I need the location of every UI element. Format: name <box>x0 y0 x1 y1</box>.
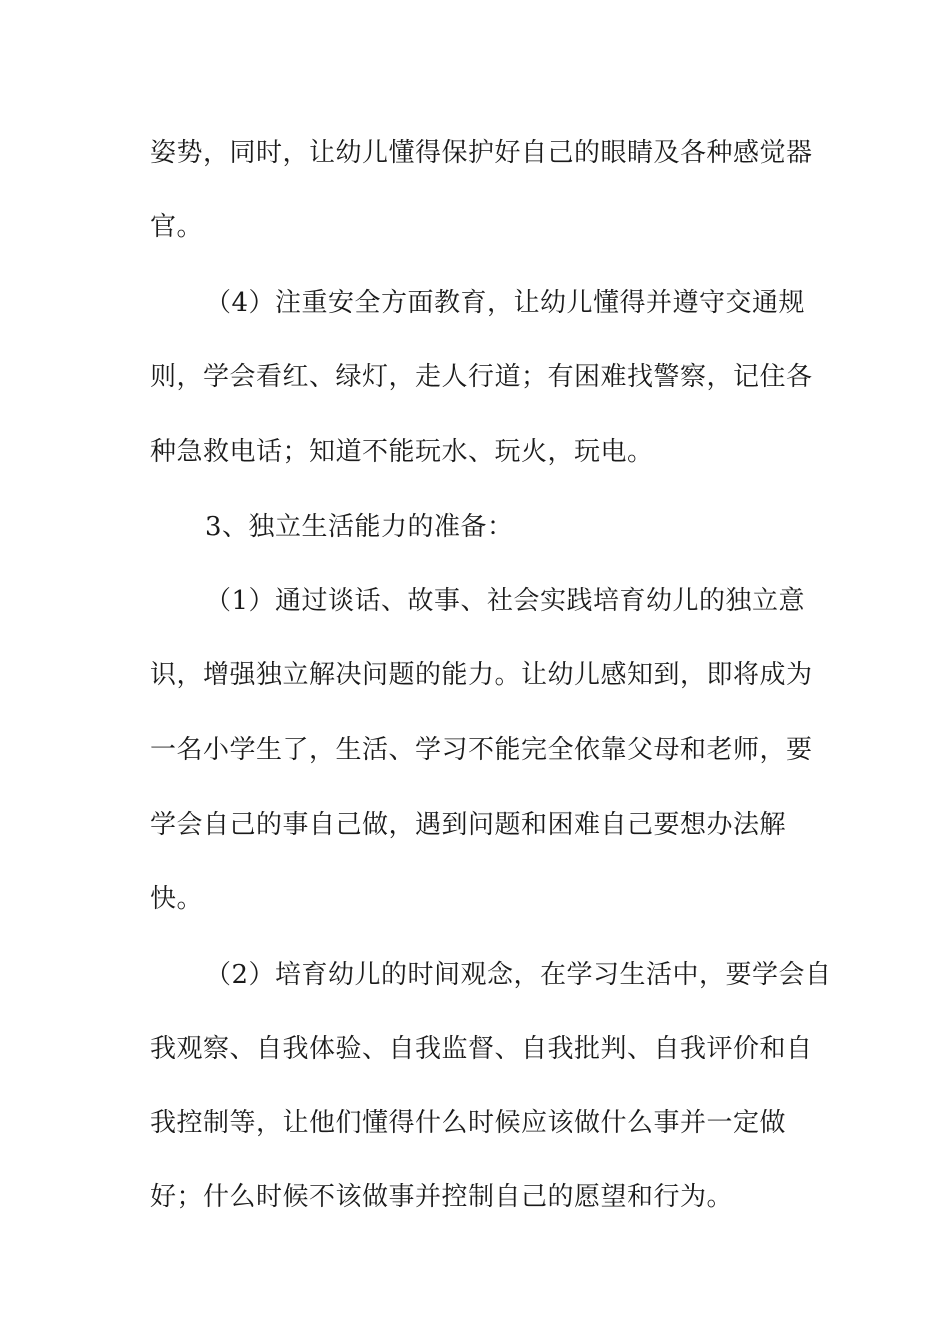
text-line-13: 我观察、自我体验、自我监督、自我批判、自我评价和自 <box>150 1034 813 1064</box>
section-heading: 3、独立生活能力的准备： <box>205 512 514 542</box>
text-line-14: 我控制等，让他们懂得什么时候应该做什么事并一定做 <box>150 1108 787 1138</box>
text-line-1: 姿势，同时，让幼儿懂得保护好自己的眼睛及各种感觉器 <box>150 138 813 168</box>
text-line-9: 一名小学生了，生活、学习不能完全依靠父母和老师，要 <box>150 735 813 765</box>
text-line-7: （1）通过谈话、故事、社会实践培育幼儿的独立意 <box>205 586 806 616</box>
text-line-11: 快。 <box>150 884 204 914</box>
text-line-5: 种急救电话；知道不能玩水、玩火，玩电。 <box>150 437 654 467</box>
text-line-8: 识，增强独立解决问题的能力。让幼儿感知到，即将成为 <box>150 660 813 690</box>
text-line-10: 学会自己的事自己做，遇到问题和困难自己要想办法解 <box>150 810 787 840</box>
text-line-12: （2）培育幼儿的时间观念，在学习生活中，要学会自 <box>205 960 832 990</box>
text-line-2: 官。 <box>150 212 204 242</box>
text-line-3: （4）注重安全方面教育，让幼儿懂得并遵守交通规 <box>205 288 806 318</box>
text-line-4: 则，学会看红、绿灯，走人行道；有困难找警察，记住各 <box>150 362 813 392</box>
text-line-15: 好；什么时候不该做事并控制自己的愿望和行为。 <box>150 1182 734 1212</box>
